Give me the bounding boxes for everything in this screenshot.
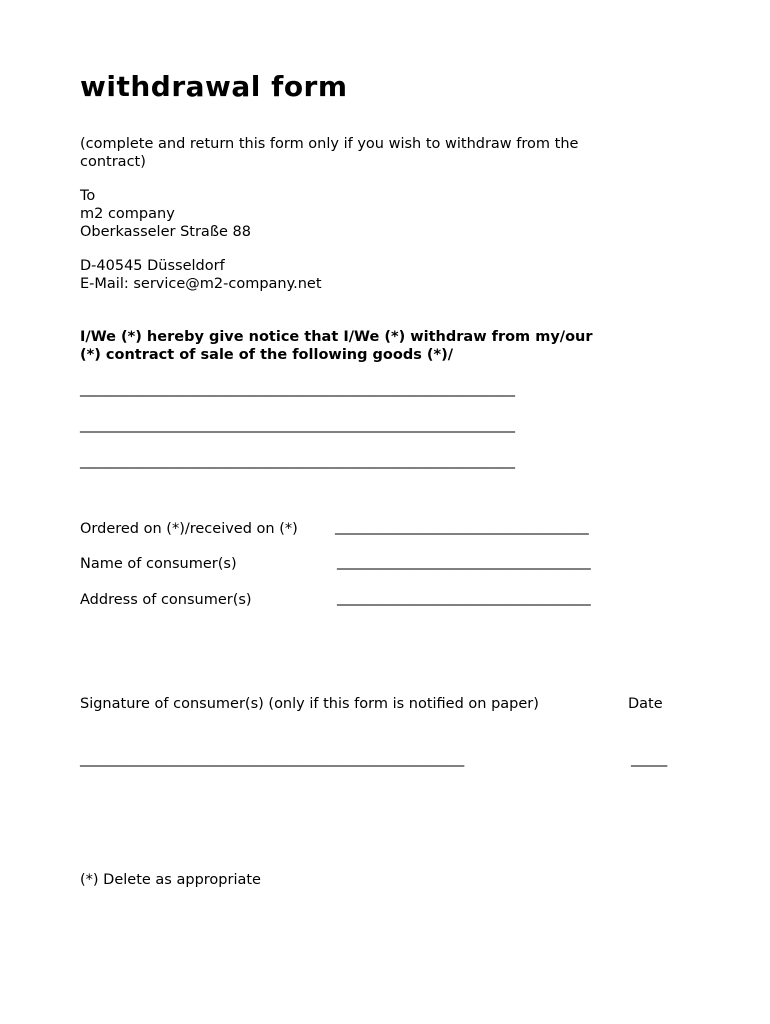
recipient-street: Oberkasseler Straße 88 bbox=[80, 224, 251, 240]
notice-line-1: I/We (*) hereby give notice that I/We (*) withdraw from my/our bbox=[80, 329, 593, 345]
consumer-name-label: Name of consumer(s) bbox=[80, 556, 237, 572]
ordered-on-line: ___________________________________ bbox=[335, 519, 589, 535]
instruction-line-2: contract) bbox=[80, 154, 146, 170]
recipient-city: D-40545 Düsseldorf bbox=[80, 258, 225, 274]
signature-label: Signature of consumer(s) (only if this form is notified on paper) bbox=[80, 696, 539, 712]
signature-line: _____________________________________________________ bbox=[80, 751, 465, 767]
notice-line-2: (*) contract of sale of the following goods (*)/ bbox=[80, 347, 454, 363]
recipient-email: E-Mail: service@m2-company.net bbox=[80, 276, 322, 292]
consumer-address-label: Address of consumer(s) bbox=[80, 592, 252, 608]
goods-line-1: ____________________________________________________________ bbox=[80, 381, 515, 397]
ordered-on-label: Ordered on (*)/received on (*) bbox=[80, 521, 298, 537]
goods-line-2: ____________________________________________________________ bbox=[80, 417, 515, 433]
consumer-name-line: ___________________________________ bbox=[337, 554, 591, 570]
date-label: Date bbox=[628, 696, 663, 712]
date-line: _____ bbox=[631, 751, 668, 767]
recipient-company: m2 company bbox=[80, 206, 175, 222]
instruction-line-1: (complete and return this form only if you wish to withdraw from the bbox=[80, 136, 579, 152]
goods-line-3: ____________________________________________________________ bbox=[80, 453, 515, 469]
consumer-address-line: ___________________________________ bbox=[337, 590, 591, 606]
recipient-to: To bbox=[80, 188, 96, 204]
form-title: withdrawal form bbox=[80, 70, 348, 103]
footnote: (*) Delete as appropriate bbox=[80, 872, 261, 888]
